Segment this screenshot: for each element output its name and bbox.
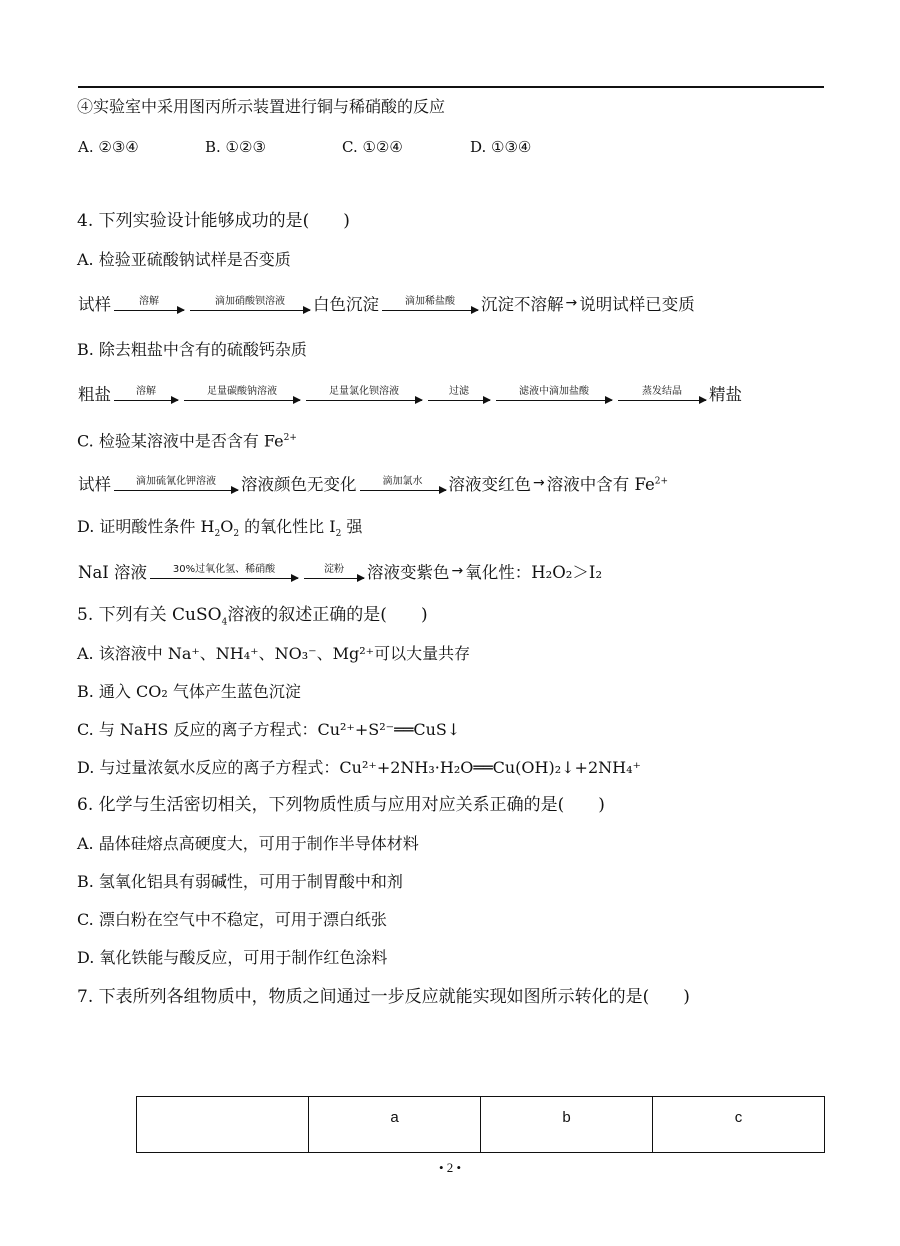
q5-option-a: A. 该溶液中 Na⁺、NH₄⁺、NO₃⁻、Mg²⁺可以大量共存 <box>77 644 471 663</box>
q7-stem: 7. 下表所列各组物质中，物质之间通过一步反应就能实现如图所示转化的是( ) <box>77 987 690 1007</box>
flow-node: 说明试样已变质 <box>579 295 695 314</box>
arrow-label: 滤液中滴加盐酸 <box>519 385 589 397</box>
q6-option-a: A. 晶体硅熔点高硬度大，可用于制作半导体材料 <box>77 834 419 853</box>
arrow-label: 足量碳酸钠溶液 <box>207 385 277 397</box>
reaction-arrow <box>114 296 184 311</box>
reaction-arrow <box>190 296 310 311</box>
arrow-label: 滴加硫氰化钾溶液 <box>136 475 216 487</box>
q6-option-c: C. 漂白粉在空气中不稳定，可用于漂白纸张 <box>77 910 387 929</box>
arrow-label: 滴加硝酸钡溶液 <box>215 295 285 307</box>
q5-option-c: C. 与 NaHS 反应的离子方程式：Cu²⁺+S²⁻══CuS↓ <box>77 720 461 739</box>
q6-stem: 6. 化学与生活密切相关，下列物质性质与应用对应关系正确的是( ) <box>77 795 605 815</box>
page-number: • 2 • <box>438 1160 462 1175</box>
q3-option-a: A. ②③④ <box>78 138 139 156</box>
q4-option-a: A. 检验亚硫酸钠试样是否变质 <box>77 250 291 269</box>
flow-node: NaI 溶液 <box>78 563 148 582</box>
q3-option-b: B. ①②③ <box>205 138 266 156</box>
arrow-label: 30%过氧化氢、稀硝酸 <box>172 563 276 575</box>
flow-node: 溶液变红色 <box>448 475 531 494</box>
arrow-label: 滴加稀盐酸 <box>405 295 455 307</box>
flow-node: 精盐 <box>709 385 742 404</box>
flow-node: 溶液颜色无变化 <box>241 475 357 494</box>
flow-node: 白色沉淀 <box>313 295 379 314</box>
q5-option-b: B. 通入 CO₂ 气体产生蓝色沉淀 <box>77 682 301 701</box>
table-header-cell: b <box>481 1097 653 1153</box>
arrow-icon: → <box>565 295 578 311</box>
arrow-label: 滴加氯水 <box>382 475 423 487</box>
q4-option-c: C. 检验某溶液中是否含有 $Fe^{2+}$ <box>77 431 297 451</box>
reaction-arrow <box>428 386 490 401</box>
q3-item4: ④实验室中采用图丙所示装置进行铜与稀硝酸的反应 <box>77 97 446 116</box>
reaction-arrow <box>114 476 238 491</box>
reaction-arrow <box>618 386 706 401</box>
flow-node: 试样 <box>78 295 111 314</box>
q4-b-flow <box>78 380 742 406</box>
reaction-arrow <box>496 386 612 401</box>
table-header-cell: c <box>653 1097 825 1153</box>
q4-a-flow <box>78 290 695 316</box>
q4-c-flow <box>78 470 668 496</box>
reaction-arrow <box>304 564 364 579</box>
reaction-arrow <box>184 386 300 401</box>
arrow-label: 足量氯化钡溶液 <box>329 385 399 397</box>
arrow-icon: → <box>533 475 545 491</box>
flow-node: 粗盐 <box>78 385 111 404</box>
reaction-arrow <box>360 476 446 491</box>
q6-option-b: B. 氢氧化铝具有弱碱性，可用于制胃酸中和剂 <box>77 872 403 891</box>
flow-node: 试样 <box>78 475 111 494</box>
flow-node: 溶液变紫色 <box>367 563 450 582</box>
reaction-arrow <box>306 386 422 401</box>
q3-option-c: C. ①②④ <box>342 138 403 156</box>
flow-node: 氧化性：H₂O₂＞I₂ <box>465 563 603 582</box>
top-rule <box>78 86 824 88</box>
arrow-label: 过滤 <box>449 385 469 397</box>
arrow-icon: → <box>451 563 464 579</box>
q6-option-d: D. 氧化铁能与酸反应，可用于制作红色涂料 <box>77 948 388 967</box>
q4-option-d: D. 证明酸性条件 $H_2O_2$ 的氧化性比 $I_2$ 强 <box>77 517 363 540</box>
arrow-label: 溶解 <box>139 295 159 307</box>
reaction-arrow <box>114 386 178 401</box>
q4-d-flow <box>78 558 602 584</box>
arrow-label: 蒸发结晶 <box>642 385 682 397</box>
table-header-cell: a <box>309 1097 481 1153</box>
q3-option-d: D. ①③④ <box>470 138 532 156</box>
table-header-cell <box>137 1097 309 1153</box>
table-row <box>137 1097 825 1153</box>
q7-table <box>136 1096 825 1153</box>
arrow-label: 淀粉 <box>324 563 345 575</box>
q5-stem: 5. 下列有关 CuSO$_4$溶液的叙述正确的是( ) <box>77 605 428 628</box>
q4-stem: 4. 下列实验设计能够成功的是( ) <box>77 211 350 231</box>
reaction-arrow <box>150 564 298 579</box>
q4-option-b: B. 除去粗盐中含有的硫酸钙杂质 <box>77 340 307 359</box>
reaction-arrow <box>382 296 478 311</box>
flow-node: 沉淀不溶解 <box>481 295 564 314</box>
arrow-label: 溶解 <box>136 385 156 397</box>
q5-option-d: D. 与过量浓氨水反应的离子方程式：Cu²⁺+2NH₃·H₂O══Cu(OH)₂↓+2NH₄⁺ <box>77 758 641 777</box>
flow-node: 溶液中含有 $Fe^{2+}$ <box>546 475 669 494</box>
